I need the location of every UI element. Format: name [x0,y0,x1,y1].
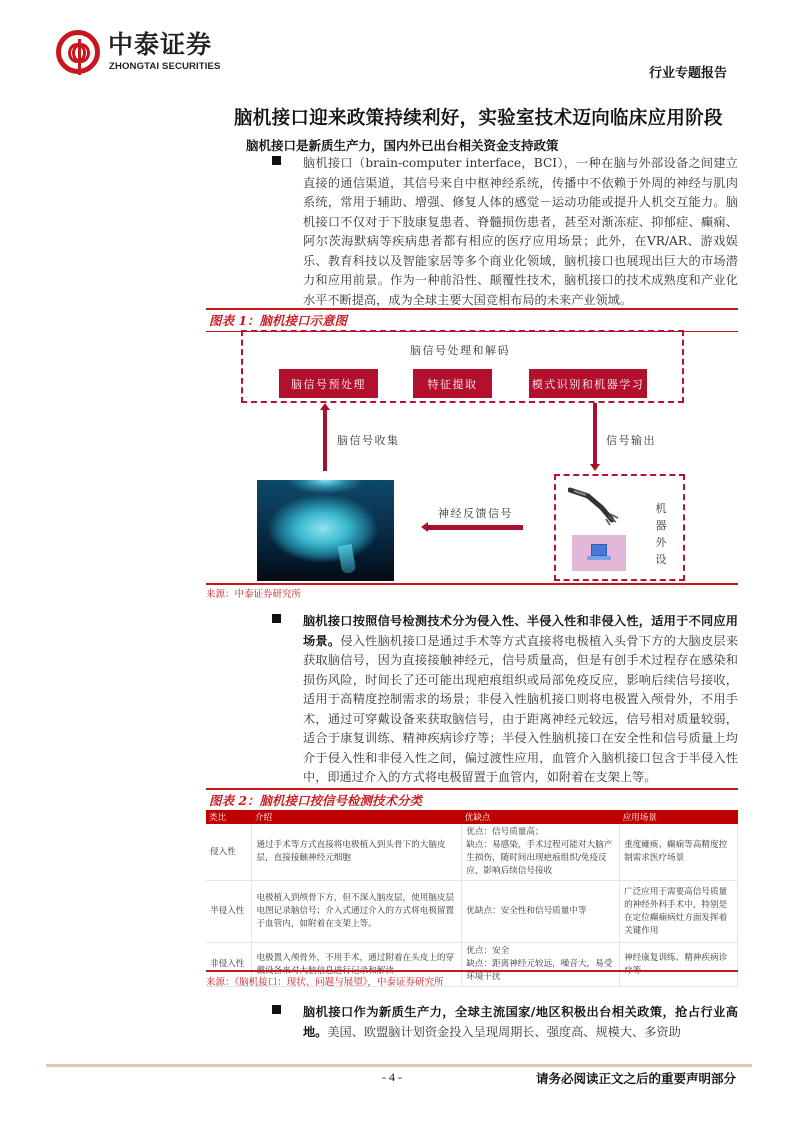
table-row [206,881,738,943]
collect-label: 脑信号收集 [337,434,400,447]
paragraph-3 [272,1003,738,1042]
cell-scenario: 广泛应用于需要高信号质量的神经外科手术中，特别是在定位癫痫病灶方面发挥着关键作用 [620,881,738,943]
table-header-row [206,810,738,824]
col-header-scenario: 应用场景 [620,810,738,824]
col-header-type: 类比 [206,810,252,824]
table-row [206,824,738,881]
paragraph-text: 脑机接口（brain-computer interface，BCI），一种在脑与外部设备之间建立直接的通信渠道，其信号来自中枢神经系统，传播中不依赖于外周的神经与肌肉系统，常用于辅助、增强、修复人体的感觉－运动功能或提升人机交互能力。脑机接口不仅对于下肢康复患者、脊髓损伤患者，甚至对渐冻症、抑郁症、癫痫、阿尔茨海默病等疾病患者都有相应的医疗应用场景；此外，在VR/AR、游戏娱乐、教育科技以及智能家居等多个商业化领域，脑机接口也展现出巨大的市场潜力和应用前景。作为一种前沿性、颠覆性技术，脑机接口的技术成熟度和产业化水平不断提高，成为全球主要大国竞相布局的未来产业领域。 [303,156,738,307]
cell-scenario: 重度瘫痪、癫痫等高精度控制需求医疗场景 [620,824,738,881]
footer-disclaimer: 请务必阅读正文之后的重要声明部分 [535,1071,736,1086]
figure-2-source-rule [206,970,738,972]
paragraph-lead: 脑机接口作为新质生产力，全球主流国家/地区积极出台相关政策，抢占行业高地。 [303,1005,738,1039]
paragraph-text [303,1003,738,1042]
company-logo [56,30,246,82]
classification-table [206,810,738,987]
arrow-collect [323,409,327,471]
figure-1-title-bar [206,308,738,332]
col-header-intro: 介绍 [252,810,462,824]
footer-rule [46,1064,752,1067]
bullet-square-icon [272,614,281,623]
laptop-image [572,535,626,571]
peripheral-label: 机器外设 [655,502,667,566]
report-type: 行业专题报告 [648,66,727,81]
cell-scenario: 神经康复训练、精神疾病诊疗等 [620,943,738,987]
figure-1-title: 图表 1：脑机接口示意图 [209,313,348,328]
processing-label: 脑信号处理和解码 [410,344,510,357]
arrow-output [593,403,597,465]
cell-pros-cons: 优缺点：安全性和信号质量中等 [462,881,620,943]
cell-type: 侵入性 [206,824,252,881]
cell-intro: 通过手术等方式直接将电极植入到头骨下的大脑皮层，直接接触神经元细胞 [252,824,462,881]
figure-1-source: 来源：中泰证券研究所 [206,589,302,600]
paragraph-2 [272,612,738,788]
paragraph-body: 美国、欧盟脑计划资金投入呈现周期长、强度高、规模大、多资助 [327,1024,681,1039]
step-feature-extraction: 特征提取 [413,369,492,398]
output-label: 信号输出 [606,434,656,447]
paragraph-1 [272,154,738,310]
section-title: 脑机接口迎来政策持续利好，实验室技术迈向临床应用阶段 [234,108,723,129]
step-pattern-recognition: 模式识别和机器学习 [529,369,647,398]
arrow-down-icon [590,464,600,471]
cell-intro: 电极植入到颅骨下方，但不深入脑皮层，使用脑皮层电图记录脑信号；介入式通过介入的方式将电极留置于血管内，如附着在支架上等。 [252,881,462,943]
brain-image [257,480,394,581]
robot-arm-icon [568,486,620,526]
cell-type: 半侵入性 [206,881,252,943]
zhongtai-logo-icon [56,30,100,74]
cell-pros-cons: 优点：信号质量高； 缺点：易感染，手术过程可能对大脑产生损伤，随时间出现疤痕组织/免疫反应，影响后续信号接收 [462,824,620,881]
arrow-feedback [427,525,523,530]
logo-chinese-name: 中泰证券 [108,30,213,59]
paragraph-body: 侵入性脑机接口是通过手术等方式直接将电极植入头骨下方的大脑皮层来获取脑信号，因为直接接触神经元，信号质量高，但是有创手术过程存在感染和损伤风险，时间长了还可能出现疤痕组织或局部免疫反应，影响后续信号接收，适用于高精度控制需求的场景；非侵入性脑机接口则将电极置入颅骨外，不用手术，通过可穿戴设备来获取脑信号，由于距离神经元较远，信号相对质量较弱，适合于康复训练、精神疾病诊疗等；半侵入性脑机接口在安全性和信号质量上均介于侵入性和非侵入性之间，偏过渡性应用，血管介入脑机接口包含于半侵入性中，即通过介入的方式将电极留置于血管内，如附着在支架上等。 [303,633,739,784]
logo-english-name: ZHONGTAI SECURITIES [109,61,221,72]
section-subtitle: 脑机接口是新质生产力，国内外已出台相关资金支持政策 [246,138,559,153]
cell-intro: 电极置入颅骨外，不用手术，通过附着在头皮上的穿戴设备来对大脑信息进行记录和解读 [252,943,462,987]
feedback-label: 神经反馈信号 [438,507,513,520]
figure-1-source-rule [206,583,738,585]
cell-type: 非侵入性 [206,943,252,987]
col-header-pros-cons: 优缺点 [462,810,620,824]
cell-pros-cons: 优点：安全 缺点：距离神经元较远，噪音大，易受环境干扰 [462,943,620,987]
page-number: - 4 - [382,1070,402,1084]
figure-2-title-bar [206,788,738,812]
paragraph-text [303,612,738,788]
bullet-square-icon [272,156,281,165]
bullet-square-icon [272,1005,281,1014]
figure-2-title: 图表 2：脑机接口按信号检测技术分类 [209,793,423,808]
step-preprocessing: 脑信号预处理 [279,369,378,398]
paragraph-lead: 脑机接口按照信号检测技术分为侵入性、半侵入性和非侵入性，适用于不同应用场景。 [303,614,738,648]
figure-2-source: 来源：《脑机接口：现状、问题与展望》，中泰证券研究所 [206,977,444,988]
laptop-icon [591,544,607,556]
